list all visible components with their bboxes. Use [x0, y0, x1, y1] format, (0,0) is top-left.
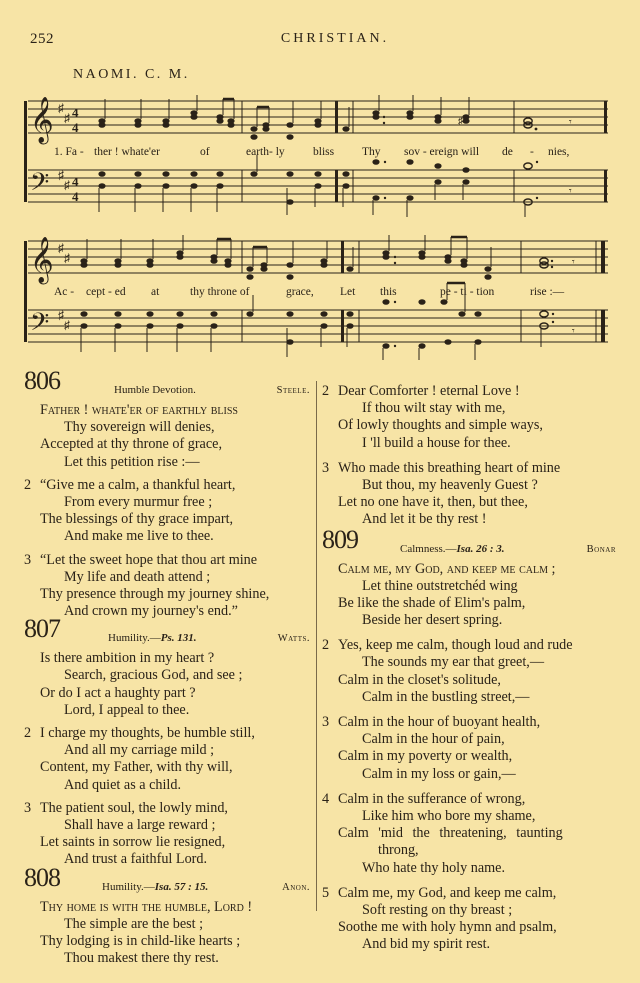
hymn-title: Humble Devotion.	[114, 384, 196, 396]
hymn-title: Calmness.—	[400, 542, 457, 555]
svg-text:𝄞: 𝄞	[30, 237, 54, 283]
svg-text:𝄾: 𝄾	[569, 117, 572, 128]
hymn-number: 807	[24, 614, 60, 644]
svg-text:♯: ♯	[58, 241, 64, 255]
svg-text:♯: ♯	[58, 101, 64, 115]
scripture-reference: Isa. 26 : 3.	[456, 542, 505, 555]
tune-name: NAOMI. C. M.	[73, 67, 190, 82]
hymn-author: Anon.	[282, 881, 310, 893]
hymn-808-continued: 2 Dear Comforter ! eternal Love ! If thou wilt stay with me, Of lowly thoughts and simple ways, I 'll build a house for thee. 3 Who made this breathing heart of mine But thou, my heavenly Guest ? Let no one have it, then, but thee, And let it be thy rest !	[322, 383, 561, 528]
scripture-reference: Ps. 131.	[160, 632, 197, 645]
hymn-author: Watts.	[277, 633, 310, 645]
hymn-809: 809 Calmness.—Isa. 26 : 3. Bonar Calm me, my God, and keep me calm ; Let thine outstretchéd wing Be like the shade of Elim's palm, Beside her desert spring. 2 Yes, keep me calm, though loud and rude The sounds my ear that greet,— Calm in the closet's solitude, Calm in the bustling street,— 3 Calm in the hour of buoyant health, Calm in the hour of pain, Calm in my poverty or wealth, Calm in my loss or gain,— 4 Calm in the sufferance of wrong, Like him who bore my shame, Calm 'mid the threatening, taunting throng, Who hate thy holy name. 5 Calm me, my God, and keep me calm, Soft resting on thy breast ; Soothe me with holy hymn and psalm, And bid my spirit rest.	[322, 524, 616, 953]
page-number: 252	[30, 31, 54, 47]
svg-text:♯: ♯	[64, 111, 70, 125]
scripture-reference: Isa. 57 : 15.	[154, 880, 209, 893]
hymn-808: 808 Humility.—Isa. 57 : 15. Anon. Thy home is with the humble, Lord ! The simple are the best ; Thy lodging is in child-like hearts ; Thou makest there thy rest.	[24, 862, 310, 967]
hymn-806: 806 Humble Devotion. Steele. Father ! whate'er of earthly bliss Thy sovereign will denies, Accepted at thy throne of grace, Let this petition rise :— 2 “Give me a calm, a thankful heart, From every murmur free ; The blessings of thy grace impart, And make me live to thee. 3 “Let the sweet hope that thou art mine My life and death attend ; Thy presence through my journey shine, And crown my journey's end.”	[24, 366, 310, 620]
svg-text:4: 4	[72, 105, 79, 120]
music-system-2: 𝄞 𝄢 ♯ ♯ ♯ ♯ 𝄾 𝄾 Ac - cept - ed at thy throne of grace, Let this pe - ti - tion rise :—	[24, 235, 610, 360]
svg-text:4: 4	[72, 189, 79, 204]
svg-text:♯: ♯	[458, 116, 463, 127]
svg-text:4: 4	[72, 120, 79, 135]
hymn-title: Humility.—	[102, 880, 155, 893]
svg-text:♯: ♯	[58, 308, 64, 322]
hymn-number: 808	[24, 862, 60, 892]
hymn-title: Humility.—	[108, 632, 161, 645]
svg-text:𝄾: 𝄾	[572, 257, 575, 268]
svg-text:♯: ♯	[58, 168, 64, 182]
hymn-author: Steele.	[276, 385, 310, 396]
music-system-1: 𝄞 𝄢 ♯ ♯ 4 4 ♯ ♯ 4 4 ♯ 𝄾 𝄾 1. Fa - ther ! whate'er of earth- ly bliss Thy sov - ereign will de - nies,	[24, 95, 610, 220]
running-head: CHRISTIAN.	[280, 31, 390, 46]
right-column	[322, 383, 620, 959]
hymn-number: 806	[24, 366, 60, 395]
svg-text:♯: ♯	[64, 251, 70, 265]
svg-text:♯: ♯	[64, 318, 70, 332]
column-divider	[316, 381, 317, 911]
svg-text:𝄢: 𝄢	[30, 168, 50, 203]
hymn-807: 807 Humility.—Ps. 131. Watts. Is there ambition in my heart ? Search, gracious God, and see ; Or do I act a haughty part ? Lord, I appeal to thee. 2 I charge my thoughts, be humble still, And all my carriage mild ; Content, my Father, with thy will, And quiet as a child. 3 The patient soul, the lowly mind, Shall have a large reward ; Let saints in sorrow lie resigned, And trust a faithful Lord.	[24, 614, 310, 868]
svg-text:𝄞: 𝄞	[30, 97, 54, 143]
svg-text:𝄾: 𝄾	[569, 186, 572, 197]
hymn-author: Bonar	[586, 543, 616, 555]
left-column	[24, 366, 314, 973]
svg-text:𝄢: 𝄢	[30, 308, 50, 343]
svg-text:4: 4	[72, 174, 79, 189]
svg-text:𝄾: 𝄾	[572, 326, 575, 337]
svg-text:♯: ♯	[64, 178, 70, 192]
hymn-number: 809	[322, 524, 358, 554]
